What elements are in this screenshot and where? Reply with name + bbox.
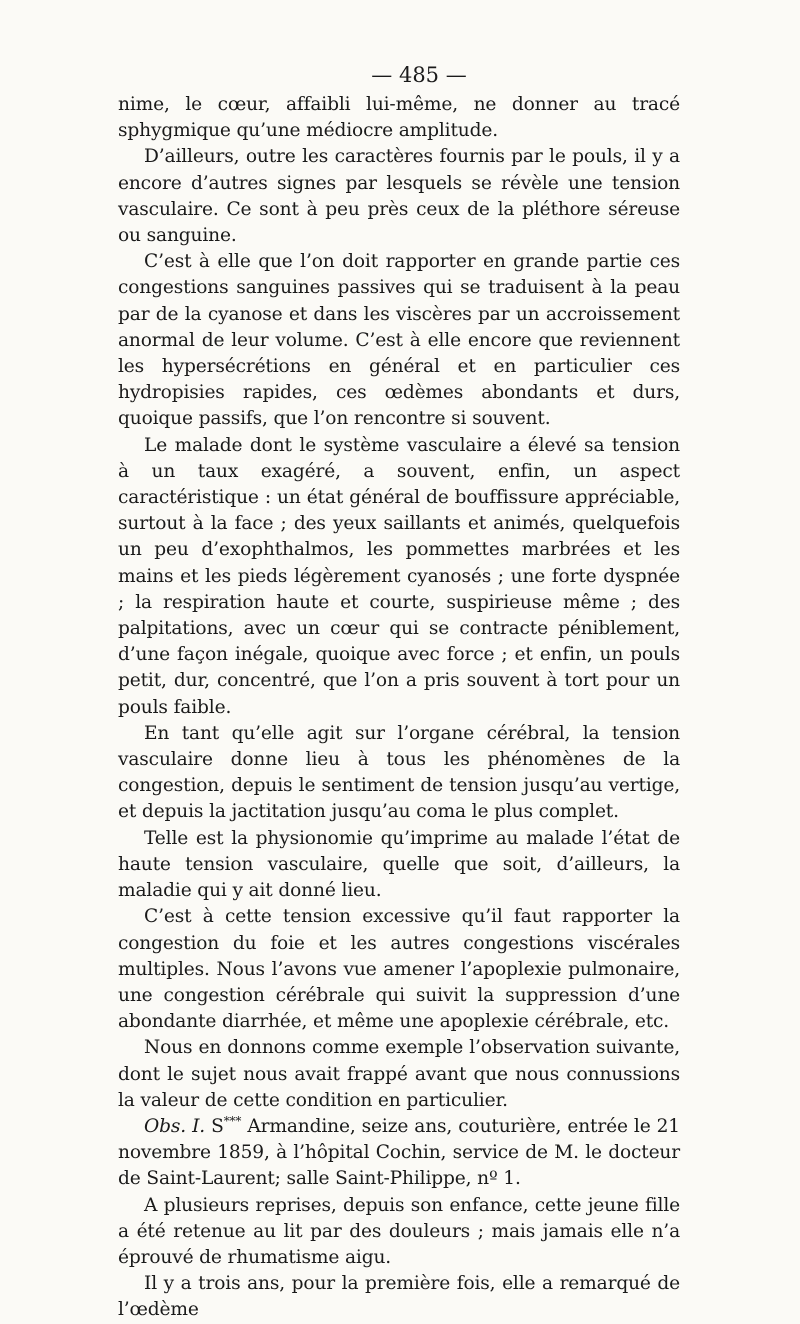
paragraph: En tant qu’elle agit sur l’organe cérébral, la tension vasculaire donne lieu à tous les phénomènes de la congestion, depuis le sentiment de tension jusqu’au vertige, et depuis la jactitation jusqu’au coma le plus complet.: [118, 722, 680, 823]
paragraph: D’ailleurs, outre les caractères fournis par le pouls, il y a encore d’autres signes par lesquels se révèle une tension vasculaire. Ce sont à peu près ceux de la pléthore séreuse ou sanguine.: [118, 146, 680, 247]
paragraph: Il y a trois ans, pour la première fois, elle a remarqué de l’œdème: [118, 1273, 680, 1321]
paragraph: Telle est la physionomie qu’imprime au malade l’état de haute tension vasculaire, quelle que soit, d’ailleurs, la maladie qui y ait donné lieu.: [118, 827, 680, 902]
observation-text: Armandine, seize ans, couturière, entrée le 21 novembre 1859, à l’hôpital Cochin, service de M. le docteur de Saint-Laurent; salle Saint-Philippe, nº 1.: [118, 1115, 680, 1190]
paragraph: Le malade dont le système vasculaire a élevé sa tension à un taux exagéré, a souvent, enfin, un aspect caractéristique : un état général de bouffissure appréciable, surtout à la face ; des yeux saillants et animés, quelquefois un peu d’exophthalmos, les pommettes marbrées et les mains et les pieds légèrement cyanosés ; une forte dyspnée ; la respiration haute et courte, suspirieuse même ; des palpitations, avec un cœur qui se contracte péniblement, d’une façon inégale, quoique avec force ; et enfin, un pouls petit, dur, concentré, que l’on a pris souvent à tort pour un pouls faible.: [118, 434, 680, 718]
observation-superscript: ***: [223, 1113, 242, 1128]
paragraph: A plusieurs reprises, depuis son enfance, cette jeune fille a été retenue au lit par des douleurs ; mais jamais elle n’a éprouvé de rhumatisme aigu.: [118, 1194, 680, 1268]
observation-initial: S: [211, 1115, 224, 1137]
page-number-header: — 485 —: [371, 63, 467, 87]
paragraph: Nous en donnons comme exemple l’observation suivante, dont le sujet nous avait frappé avant que nous connussions la valeur de cette condition en particulier.: [118, 1037, 680, 1111]
paragraph: C’est à cette tension excessive qu’il faut rapporter la congestion du foie et les autres congestions viscérales multiples. Nous l’avons vue amener l’apoplexie pulmonaire, une congestion cérébrale qui suivit la suppression d’une abondante diarrhée, et même une apoplexie cérébrale, etc.: [118, 906, 680, 1033]
observation-paragraph: [118, 1114, 680, 1193]
paragraph-continuation: nime, le cœur, affaibli lui-même, ne donner au tracé sphygmique qu’une médiocre amplitude.: [118, 94, 680, 142]
body-text: [118, 92, 680, 1324]
paragraph: C’est à elle que l’on doit rapporter en grande partie ces congestions sanguines passives qui se traduisent à la peau par de la cyanose et dans les viscères par un accroissement anormal de leur volume. C’est à elle encore que reviennent les hypersécrétions en général et en particulier ces hydropisies rapides, ces œdèmes abondants et durs, quoique passifs, que l’on rencontre si souvent.: [118, 251, 680, 430]
observation-label: Obs. I.: [144, 1115, 206, 1137]
document-page: [118, 60, 680, 1324]
